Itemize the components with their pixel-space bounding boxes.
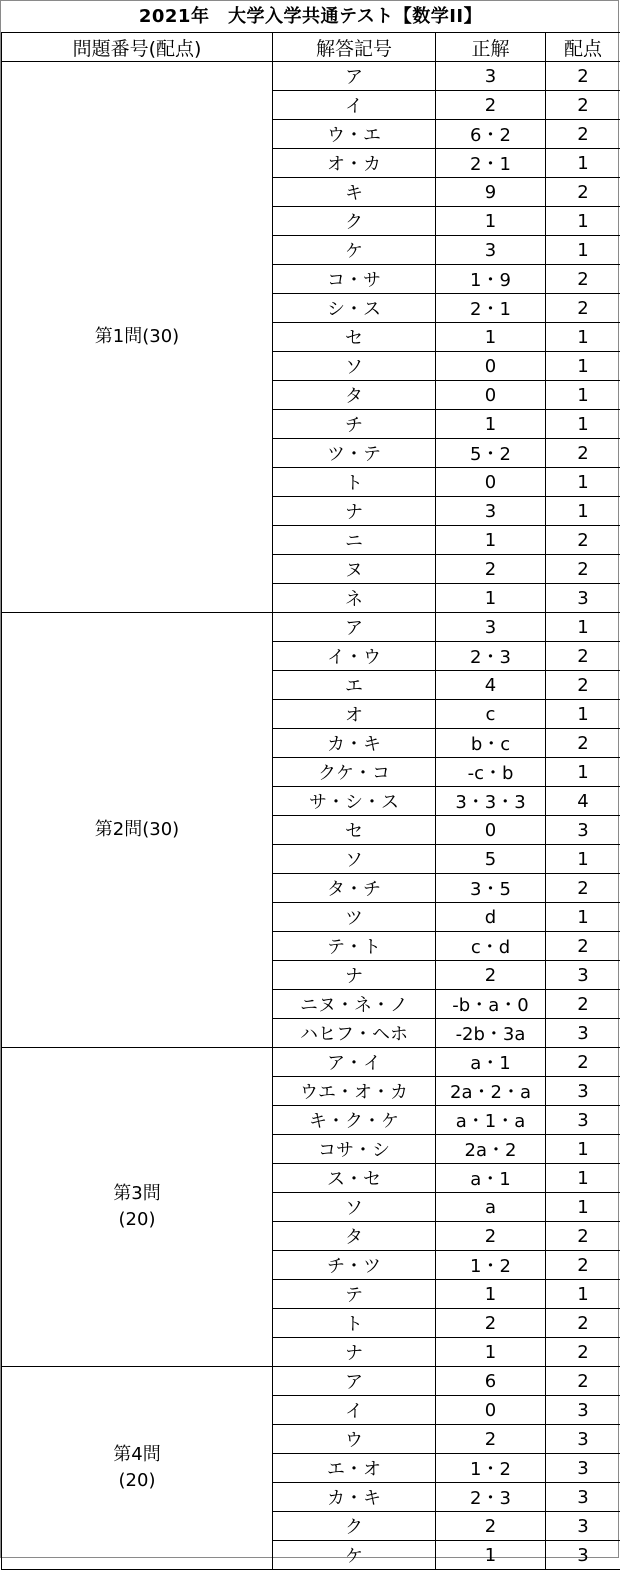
answer-label-cell: チ — [273, 410, 436, 439]
points-cell: 2 — [546, 294, 620, 323]
answer-cell: 3・3・3 — [436, 787, 546, 816]
answer-cell: 1 — [436, 526, 546, 555]
points-cell: 2 — [546, 555, 620, 584]
answer-cell: 6・2 — [436, 120, 546, 149]
answer-cell: -b・a・0 — [436, 990, 546, 1019]
points-cell: 3 — [546, 1512, 620, 1541]
answer-label-cell: セ — [273, 323, 436, 352]
answer-label-cell: ネ — [273, 584, 436, 613]
section-label-line: 第1問(30) — [2, 324, 272, 350]
points-cell: 3 — [546, 961, 620, 990]
answer-label-cell: コサ・シ — [273, 1135, 436, 1164]
answer-cell: 3 — [436, 613, 546, 642]
answer-cell: 9 — [436, 178, 546, 207]
answer-label-cell: ケ — [273, 236, 436, 265]
answer-cell: 1 — [436, 207, 546, 236]
points-cell: 1 — [546, 468, 620, 497]
points-cell: 1 — [546, 903, 620, 932]
answer-label-cell: ニ — [273, 526, 436, 555]
answer-cell: 1・2 — [436, 1454, 546, 1483]
answer-label-cell: チ・ツ — [273, 1251, 436, 1280]
header-answer-label: 解答記号 — [273, 33, 436, 62]
answer-cell: 2 — [436, 1425, 546, 1454]
points-cell: 3 — [546, 1483, 620, 1512]
answer-label-cell: イ・ウ — [273, 642, 436, 671]
answer-label-cell: ケ — [273, 1541, 436, 1570]
answer-label-cell: エ・オ — [273, 1454, 436, 1483]
points-cell: 3 — [546, 816, 620, 845]
points-cell: 2 — [546, 439, 620, 468]
answer-label-cell: ハヒフ・ヘホ — [273, 1019, 436, 1048]
points-cell: 4 — [546, 787, 620, 816]
points-cell: 2 — [546, 729, 620, 758]
points-cell: 3 — [546, 1077, 620, 1106]
answer-label-cell: ク — [273, 207, 436, 236]
answer-label-cell: ウエ・オ・カ — [273, 1077, 436, 1106]
answer-cell: 2・1 — [436, 294, 546, 323]
answer-label-cell: ナ — [273, 961, 436, 990]
answer-cell: 1 — [436, 1338, 546, 1367]
answer-label-cell: タ — [273, 1222, 436, 1251]
points-cell: 2 — [546, 1048, 620, 1077]
answer-cell: 0 — [436, 1396, 546, 1425]
answer-label-cell: イ — [273, 91, 436, 120]
answer-cell: 3 — [436, 497, 546, 526]
answer-label-cell: ソ — [273, 845, 436, 874]
answer-cell: 2 — [436, 961, 546, 990]
answer-cell: 1 — [436, 410, 546, 439]
points-cell: 1 — [546, 497, 620, 526]
answer-cell: 2 — [436, 555, 546, 584]
answer-cell: 0 — [436, 468, 546, 497]
answer-cell: 5 — [436, 845, 546, 874]
points-cell: 2 — [546, 932, 620, 961]
answer-cell: -c・b — [436, 758, 546, 787]
answer-label-cell: シ・ス — [273, 294, 436, 323]
answer-cell: a・1 — [436, 1048, 546, 1077]
table-row — [2, 1367, 620, 1396]
answer-label-cell: ツ — [273, 903, 436, 932]
answer-cell: d — [436, 903, 546, 932]
answer-cell: 2a・2・a — [436, 1077, 546, 1106]
answer-cell: 4 — [436, 671, 546, 700]
points-cell: 1 — [546, 700, 620, 729]
points-cell: 2 — [546, 1222, 620, 1251]
section-label-3 — [2, 1048, 273, 1367]
points-cell: 1 — [546, 207, 620, 236]
header-row — [2, 33, 620, 62]
answer-cell: c・d — [436, 932, 546, 961]
points-cell: 1 — [546, 149, 620, 178]
answer-cell: 6 — [436, 1367, 546, 1396]
answer-cell: a — [436, 1193, 546, 1222]
points-cell: 2 — [546, 1309, 620, 1338]
answer-cell: 2・3 — [436, 642, 546, 671]
answer-label-cell: ト — [273, 468, 436, 497]
answer-cell: 3 — [436, 62, 546, 91]
answer-cell: 2 — [436, 1512, 546, 1541]
table-row — [2, 62, 620, 91]
answer-label-cell: ナ — [273, 497, 436, 526]
answer-rows — [2, 62, 620, 1570]
answer-label-cell: テ — [273, 1280, 436, 1309]
points-cell: 1 — [546, 410, 620, 439]
answer-label-cell: ツ・テ — [273, 439, 436, 468]
answer-label-cell: ア — [273, 613, 436, 642]
table-row — [2, 1048, 620, 1077]
answer-cell: 0 — [436, 381, 546, 410]
points-cell: 1 — [546, 236, 620, 265]
points-cell: 3 — [546, 1106, 620, 1135]
points-cell: 2 — [546, 526, 620, 555]
points-cell: 2 — [546, 178, 620, 207]
answer-label-cell: エ — [273, 671, 436, 700]
answer-label-cell: ウ・エ — [273, 120, 436, 149]
answer-label-cell: ア — [273, 62, 436, 91]
answer-cell: 1 — [436, 1541, 546, 1570]
answer-label-cell: テ・ト — [273, 932, 436, 961]
answer-label-cell: ト — [273, 1309, 436, 1338]
answer-label-cell: タ — [273, 381, 436, 410]
answer-cell: a・1 — [436, 1164, 546, 1193]
section-label-line: (20) — [2, 1207, 272, 1233]
answer-cell: 1・2 — [436, 1251, 546, 1280]
answer-label-cell: ア — [273, 1367, 436, 1396]
answer-label-cell: ソ — [273, 352, 436, 381]
answer-cell: 3・5 — [436, 874, 546, 903]
answer-cell: 1 — [436, 323, 546, 352]
points-cell: 3 — [546, 584, 620, 613]
answer-cell: 2・3 — [436, 1483, 546, 1512]
answer-label-cell: クケ・コ — [273, 758, 436, 787]
answer-label-cell: オ — [273, 700, 436, 729]
answer-cell: 1 — [436, 1280, 546, 1309]
answer-label-cell: セ — [273, 816, 436, 845]
points-cell: 1 — [546, 323, 620, 352]
points-cell: 3 — [546, 1019, 620, 1048]
header-answer: 正解 — [436, 33, 546, 62]
points-cell: 1 — [546, 1135, 620, 1164]
points-cell: 1 — [546, 758, 620, 787]
section-label-line: 第4問 — [2, 1442, 272, 1468]
points-cell: 2 — [546, 1367, 620, 1396]
points-cell: 3 — [546, 1396, 620, 1425]
points-cell: 1 — [546, 381, 620, 410]
answer-label-cell: ナ — [273, 1338, 436, 1367]
points-cell: 2 — [546, 120, 620, 149]
header-section: 問題番号(配点) — [2, 33, 273, 62]
points-cell: 3 — [546, 1425, 620, 1454]
answer-cell: 2 — [436, 1309, 546, 1338]
answer-label-cell: ス・セ — [273, 1164, 436, 1193]
answer-cell: a・1・a — [436, 1106, 546, 1135]
answer-label-cell: カ・キ — [273, 729, 436, 758]
points-cell: 2 — [546, 990, 620, 1019]
section-label-line: 第2問(30) — [2, 817, 272, 843]
points-cell: 2 — [546, 91, 620, 120]
points-cell: 3 — [546, 1454, 620, 1483]
page-title: 2021年 大学入学共通テスト【数学II】 — [1, 1, 620, 32]
points-cell: 3 — [546, 1541, 620, 1570]
answer-label-cell: カ・キ — [273, 1483, 436, 1512]
answer-label-cell: キ・ク・ケ — [273, 1106, 436, 1135]
answer-label-cell: ウ — [273, 1425, 436, 1454]
answer-cell: 3 — [436, 236, 546, 265]
points-cell: 2 — [546, 1251, 620, 1280]
answer-cell: 1 — [436, 584, 546, 613]
points-cell: 2 — [546, 1338, 620, 1367]
answer-cell: 1・9 — [436, 265, 546, 294]
answer-label-cell: サ・シ・ス — [273, 787, 436, 816]
answer-cell: 2 — [436, 91, 546, 120]
points-cell: 2 — [546, 265, 620, 294]
section-label-line: (20) — [2, 1468, 272, 1494]
answer-label-cell: ニヌ・ネ・ノ — [273, 990, 436, 1019]
points-cell: 2 — [546, 62, 620, 91]
points-cell: 1 — [546, 1164, 620, 1193]
answer-label-cell: キ — [273, 178, 436, 207]
points-cell: 1 — [546, 1280, 620, 1309]
points-cell: 1 — [546, 613, 620, 642]
table-row — [2, 613, 620, 642]
answer-table — [1, 32, 620, 1570]
section-label-4 — [2, 1367, 273, 1570]
header-points: 配点 — [546, 33, 620, 62]
answer-cell: -2b・3a — [436, 1019, 546, 1048]
section-label-1 — [2, 62, 273, 613]
answer-label-cell: コ・サ — [273, 265, 436, 294]
answer-cell: c — [436, 700, 546, 729]
answer-label-cell: ア・イ — [273, 1048, 436, 1077]
answer-label-cell: イ — [273, 1396, 436, 1425]
section-label-line: 第3問 — [2, 1181, 272, 1207]
answer-cell: 0 — [436, 352, 546, 381]
answer-cell: 0 — [436, 816, 546, 845]
answer-label-cell: ク — [273, 1512, 436, 1541]
points-cell: 1 — [546, 352, 620, 381]
points-cell: 1 — [546, 845, 620, 874]
answer-cell: 2a・2 — [436, 1135, 546, 1164]
points-cell: 1 — [546, 1193, 620, 1222]
section-label-2 — [2, 613, 273, 1048]
answer-label-cell: ソ — [273, 1193, 436, 1222]
points-cell: 2 — [546, 874, 620, 903]
answer-label-cell: オ・カ — [273, 149, 436, 178]
answer-label-cell: ヌ — [273, 555, 436, 584]
answer-label-cell: タ・チ — [273, 874, 436, 903]
answer-cell: 2・1 — [436, 149, 546, 178]
points-cell: 2 — [546, 642, 620, 671]
answer-cell: 2 — [436, 1222, 546, 1251]
answer-cell: b・c — [436, 729, 546, 758]
answer-cell: 5・2 — [436, 439, 546, 468]
points-cell: 2 — [546, 671, 620, 700]
